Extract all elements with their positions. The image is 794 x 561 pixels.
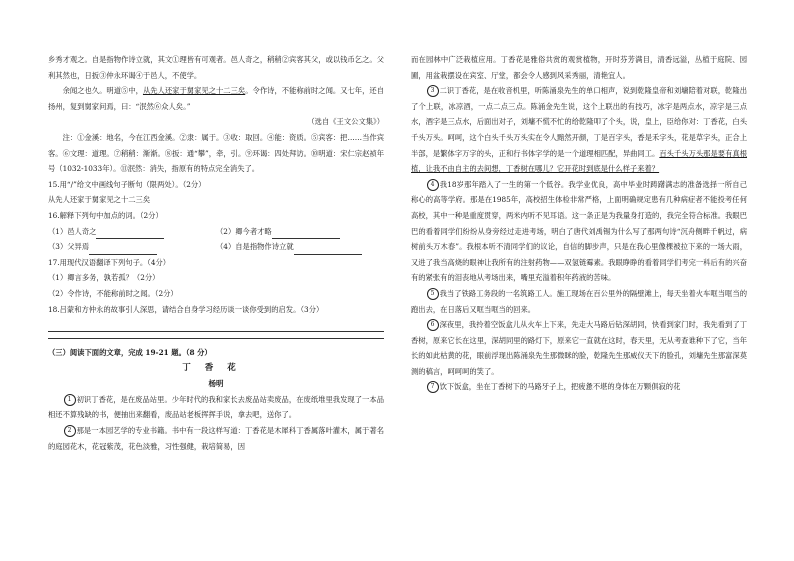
answer-blank[interactable] bbox=[272, 230, 340, 239]
section-divider bbox=[48, 338, 384, 339]
source-citation: （选自《王文公文集》） bbox=[307, 117, 384, 127]
article-paragraph-6: 6 深夜里，我拎着空饭盒儿从火车上下来，先走大马路后钻深胡同，快看到家门时，我先看到了丁香树，原来它长在这里，深胡同里的路灯下，原来它一直就在这时，春天里，无从考查谁种下了它，当年长的如此枯黄的花，眼前浮现出陈涌泉先生那微眯的脸，乾隆先生那威仪天下的脸孔，刘墉先生那富深莫测的稿言，呵呵呵的笑了。 bbox=[411, 320, 747, 376]
question-16: 16.解释下列句中加点的词。（2分） bbox=[48, 210, 163, 220]
paragraph-number: 5 bbox=[427, 288, 439, 300]
underlined-sentence: 百头千头万头那是要有真根植，让我不由自主的去间想，丁香树在哪儿？它开花时到底是什么样子来着？ bbox=[411, 148, 748, 174]
article-paragraph-5: 5 我当了铁路工务段的一名筑路工人。施工现场在百公里外的隔壁滩上，每天坐着火车哐当哐当的跑出去，在日落后又哐当哐当的回来。 bbox=[411, 288, 747, 314]
question-16-item: （4）自是指物作诗立就 bbox=[216, 239, 384, 255]
answer-blank[interactable] bbox=[96, 230, 164, 239]
article-paragraph-1: 1 初识丁香花，是在废品站里。少年时代的我和家长去废品站卖废品，在废纸堆里我发现了一本品相还不算残缺的书，便抽出来翻看，废品站老板挥挥手说，拿去吧，送你了。 bbox=[48, 394, 384, 420]
article-paragraph-3: 3 二识丁香花，是在收音机里，听陈涌泉先生的单口相声，说到乾隆皇帝和刘墉陪着对联，乾隆出了个上联，冰凉酒，一点二点三点。陈涌金先生说，这个上联出的有技巧，冰字是两点水，凉字是三点水，酒字是三点水，后面出对子，刘墉不慌不忙的给乾隆叩了个头，说，皇上，臣给你对：丁香花，白头千头万头。呵呵，这个白头千头万头实在令人黯然开颜，丁是百字头，香是禾字头，花是草字头，正合上半部，是繁体字万字的头，正和行书体字学的是一个道理相匹配，异曲同工。百头千头万头那是要有真根植，让我不由自主的去间想，丁香树在哪儿？它开花时到底是什么样子来着？ bbox=[411, 86, 748, 174]
paragraph-number: 6 bbox=[427, 319, 439, 331]
answer-line[interactable] bbox=[48, 317, 384, 332]
article-paragraph-2-cont: 而在园林中广泛栽植应用。丁香花是雅俗共赏的观赏植物，开时芬芳满目，清香远溢，丛植于庭院、园圃，用盆栽摆设在宾室、厅堂，都会令人感到风采秀丽，清艳宜人。 bbox=[411, 55, 747, 80]
question-17-2: （2）令作诗，不能称前时之闻。（2分） bbox=[48, 288, 178, 298]
article-paragraph-2: 2 那是一本园艺学的专业书籍。书中有一段这样写道：丁香花是木犀科丁香属落叶灌木，属于著名的庭园花木，花冠紫茂，花色淡雅，习性强健，栽培简易，因 bbox=[48, 426, 384, 451]
question-18: 18.吕蒙和方仲永的故事引人深思，请结合自身学习经历谈一谈你受到的启发。（3分） bbox=[48, 304, 324, 314]
article-author: 杨明 bbox=[208, 379, 224, 389]
underlined-sentence: 从先人还家于舅家见之十二三矣 bbox=[142, 86, 246, 96]
paragraph-number: 2 bbox=[64, 425, 76, 437]
answer-blank[interactable] bbox=[89, 246, 157, 255]
annotation-notes: 注：①金溪：地名，今在江西金溪。②隶：属于。③收：取回。④能：资质。⑤宾客：把……当作宾客。⑥文理：道理。⑦稍稍：渐渐。⑧扳：通“攀”，牵，引。⑨环谒：四处拜访。⑩明道：宋仁宗赵祯年号（1032-1033年）。⑪泯然：消失，指原有的特点完全消失了。 bbox=[48, 132, 384, 174]
question-15: 15.用“/”给文中画线句子断句（限两处）。（2分） bbox=[48, 179, 206, 189]
question-15-sentence: 从先人还家于舅家见之十二三矣 bbox=[48, 195, 151, 205]
right-column bbox=[411, 52, 747, 395]
paragraph-number: 1 bbox=[64, 394, 76, 406]
paragraph-number: 4 bbox=[427, 179, 439, 191]
article-paragraph-4: 4 我18岁那年踏入了一生的第一个低谷。我学业优良，高中毕业时踌躇满志的准备选择一所自己称心的高等学府。那是在1985年，高校招生体检非常严格，上面明确规定患有几种病症者不能投考任何高校，其中一种是重度贯穿，两米内听不见耳语。这一条正是为我量身打造的，我完全符合标准。我眼巴巴的看着同学们纷纷从身旁经过走进考场，明白了唐代刘禹锡为什么写了那两句诗“沉舟侧畔千帆过，病树前头万木春”。我根本听不清同学们的议论，自信的脚步声，只是在我心里像棵被拉下来的一场大雨，又进了我当高烧的眼神让我所有的注射药物——双氢链霉素。我眼睁睁的看着同学们考完一科后有的兴奋有的紧张有的泪丧地从考场出来，嘴里充溢着积年药液的苦味。 bbox=[411, 179, 747, 283]
question-16-item: （3）父异焉 bbox=[48, 239, 216, 255]
left-column bbox=[48, 52, 384, 454]
article-paragraph-7: 7 饮下饭盒，坐在丁香树下的马路牙子上，把疲惫不堪的身体在万颗俱寂的花 bbox=[411, 379, 747, 395]
question-16-item: （2）卿今者才略 bbox=[216, 224, 384, 240]
question-17-1: （1）卿言多务，孰若孤？（2分） bbox=[48, 273, 160, 283]
paragraph-number: 7 bbox=[427, 381, 439, 393]
passage-paragraph: 余闻之也久。明道⑤中，从先人还家于舅家见之十二三矣。令作诗，不能称前时之闻。又七年，还自扬州，复到舅家问焉，曰：“泯然⑥众人矣。” bbox=[48, 86, 385, 111]
paragraph-number: 3 bbox=[427, 85, 439, 97]
section-3-heading: （三）阅读下面的文章，完成 19-21 题。（8 分） bbox=[48, 348, 212, 358]
question-17: 17.用现代汉语翻译下列句子。（4分） bbox=[48, 257, 171, 267]
passage-paragraph: 乡秀才观之。自是指物作诗立就，其文①理皆有可观者。邑人奇之，稍稍②宾客其父，或以钱币乞之。父利其然也，日扳③仲永环谒④于邑人，不使学。 bbox=[48, 55, 384, 80]
question-16-item: （1）邑人奇之 bbox=[48, 224, 216, 240]
question-16-row bbox=[48, 224, 384, 240]
question-16-row bbox=[48, 239, 384, 255]
answer-blank[interactable] bbox=[294, 246, 362, 255]
article-title: 丁香花 bbox=[182, 362, 250, 373]
